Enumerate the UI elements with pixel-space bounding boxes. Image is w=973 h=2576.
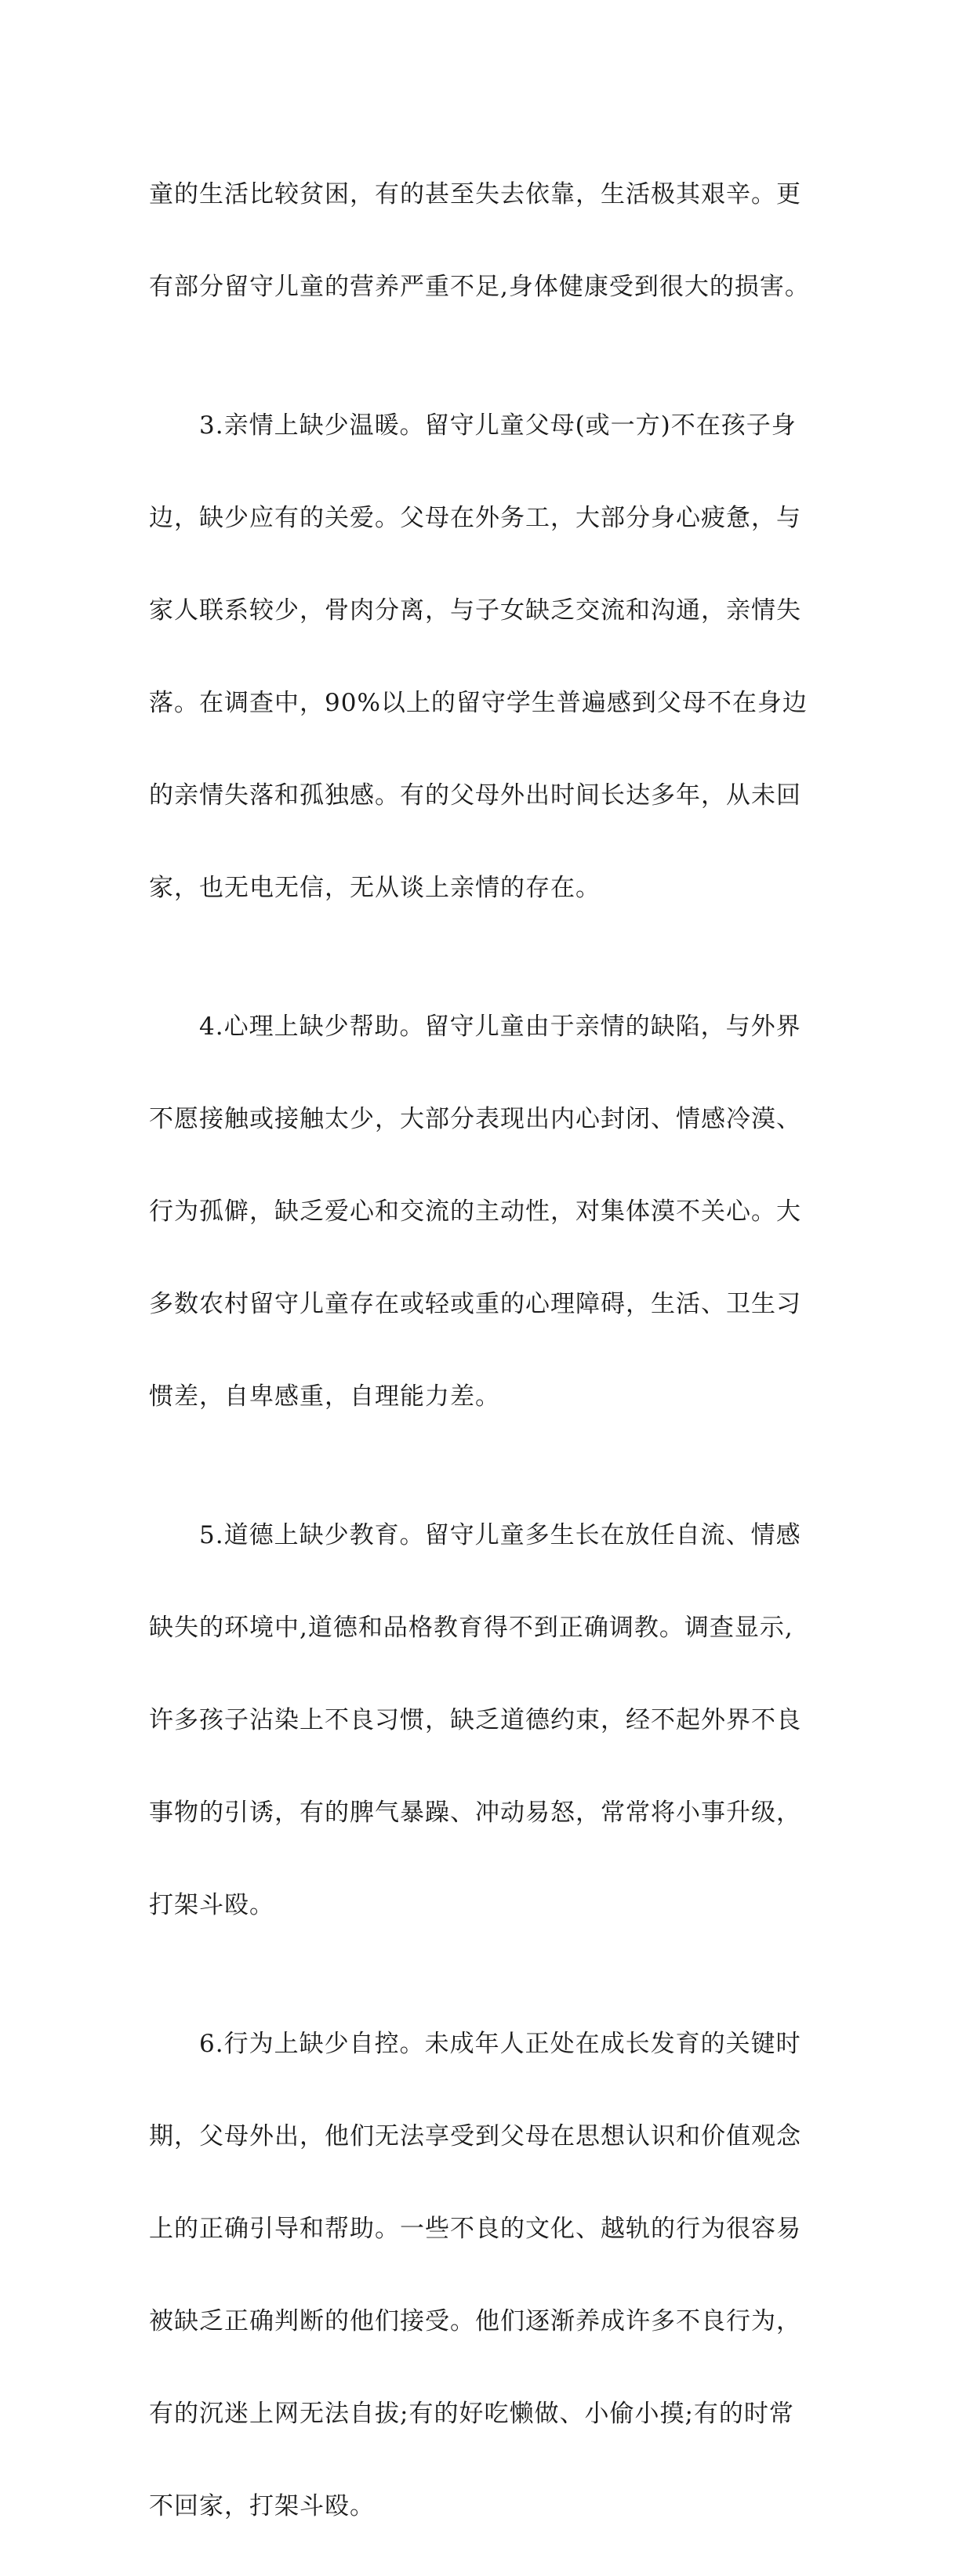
text-line: 许多孩子沾染上不良习惯，缺乏道德约束，经不起外界不良	[149, 1706, 801, 1734]
text-line: 多数农村留守儿童存在或轻或重的心理障碍，生活、卫生习	[149, 1290, 801, 1318]
text-line: 打架斗殴。	[149, 1891, 274, 1919]
text-line: 5.道德上缺少教育。留守儿童多生长在放任自流、情感	[149, 1521, 801, 1549]
paragraph-1	[149, 125, 831, 357]
paragraph-3	[149, 958, 831, 1466]
text-line: 4.心理上缺少帮助。留守儿童由于亲情的缺陷，与外界	[149, 1013, 801, 1041]
text-line: 家，也无电无信，无从谈上亲情的存在。	[149, 874, 601, 902]
text-line: 被缺乏正确判断的他们接受。他们逐渐养成许多不良行为，	[149, 2307, 801, 2335]
text-line: 不回家，打架斗殴。	[149, 2492, 375, 2520]
text-line: 期，父母外出，他们无法享受到父母在思想认识和价值观念	[149, 2122, 801, 2150]
text-line: 边，缺少应有的关爱。父母在外务工，大部分身心疲惫，与	[149, 504, 801, 532]
text-line: 家人联系较少，骨肉分离，与子女缺乏交流和沟通，亲情失	[149, 596, 801, 625]
paragraph-2	[149, 357, 831, 958]
text-line: 的亲情失落和孤独感。有的父母外出时间长达多年，从未回	[149, 781, 801, 810]
paragraph-5	[149, 1975, 831, 2576]
text-line: 不愿接触或接触太少，大部分表现出内心封闭、情感冷漠、	[149, 1105, 801, 1133]
text-line: 缺失的环境中,道德和品格教育得不到正确调教。调查显示,	[149, 1614, 793, 1642]
text-line: 惯差，自卑感重，自理能力差。	[149, 1382, 500, 1411]
text-line: 行为孤僻，缺乏爱心和交流的主动性，对集体漠不关心。大	[149, 1197, 801, 1226]
text-line: 有的沉迷上网无法自拔;有的好吃懒做、小偷小摸;有的时常	[149, 2400, 794, 2428]
text-line: 6.行为上缺少自控。未成年人正处在成长发育的关键时	[149, 2030, 801, 2058]
document-body	[149, 125, 831, 2576]
text-line: 有部分留守儿童的营养严重不足,身体健康受到很大的损害。	[149, 273, 810, 301]
text-line: 落。在调查中，90%以上的留守学生普遍感到父母不在身边	[149, 689, 808, 717]
text-line: 上的正确引导和帮助。一些不良的文化、越轨的行为很容易	[149, 2215, 801, 2243]
text-line: 3.亲情上缺少温暖。留守儿童父母(或一方)不在孩子身	[149, 411, 797, 440]
text-line: 童的生活比较贫困，有的甚至失去依靠，生活极其艰辛。更	[149, 180, 801, 208]
paragraph-4	[149, 1466, 831, 1975]
text-line: 事物的引诱，有的脾气暴躁、冲动易怒，常常将小事升级，	[149, 1799, 801, 1827]
